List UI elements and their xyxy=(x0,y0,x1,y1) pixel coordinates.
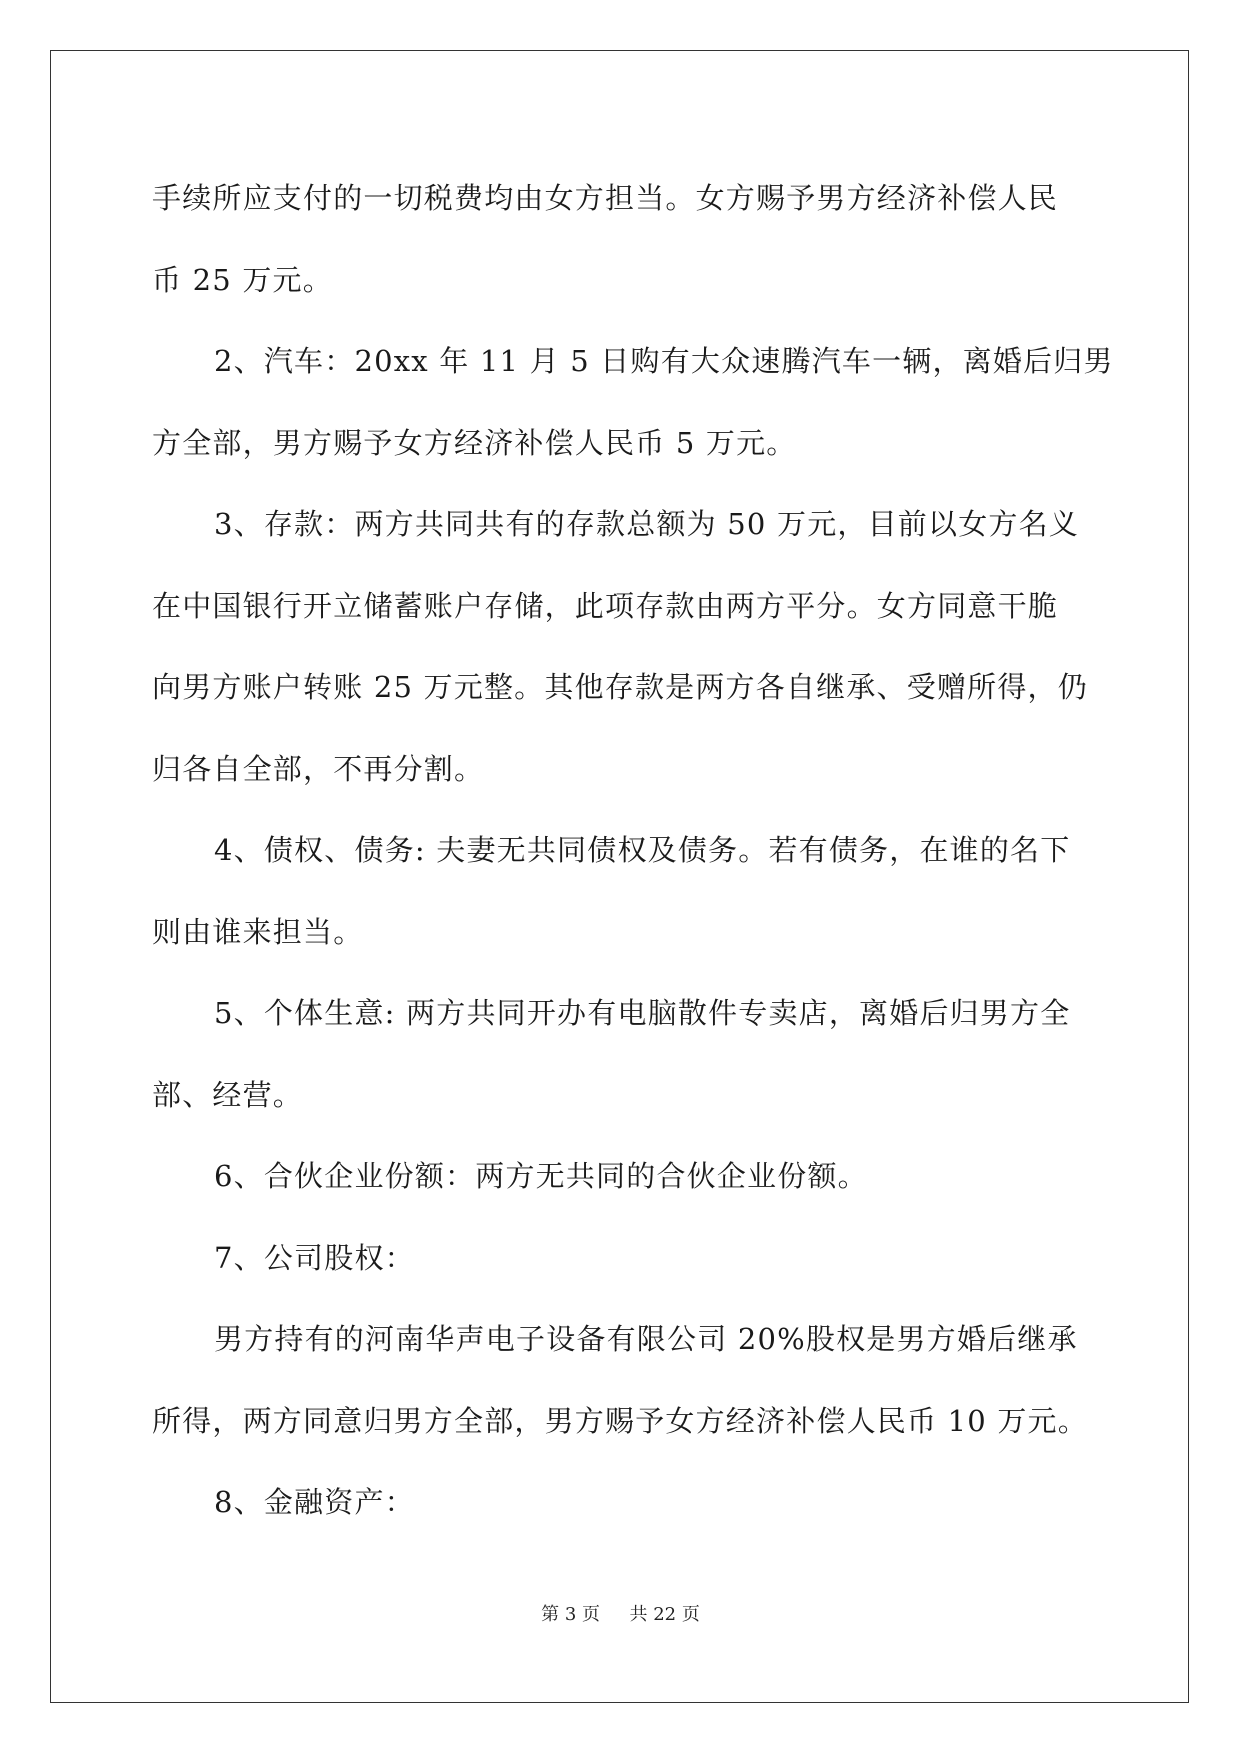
text-line: 方全部，男方赐予女方经济补偿人民币 5 万元。 xyxy=(152,425,797,460)
text-line: 部、经营。 xyxy=(152,1077,304,1112)
text-line: 3、存款：两方共同共有的存款总额为 50 万元，目前以女方名义 xyxy=(214,507,1079,541)
text-line: 4、债权、债务: 夫妻无共同债权及债务。若有债务，在谁的名下 xyxy=(214,833,1071,867)
text-line: 手续所应支付的一切税费均由女方担当。女方赐予男方经济补偿人民 xyxy=(152,181,1059,215)
text-line: 男方持有的河南华声电子设备有限公司 20%股权是男方婚后继承 xyxy=(214,1322,1078,1356)
page-total: 共 22 页 xyxy=(629,1604,700,1625)
text-line: 6、合伙企业份额：两方无共同的合伙企业份额。 xyxy=(214,1159,868,1193)
text-line: 5、个体生意: 两方共同开办有电脑散件专卖店，离婚后归男方全 xyxy=(214,996,1071,1030)
text-line: 所得，两方同意归男方全部，男方赐予女方经济补偿人民币 10 万元。 xyxy=(152,1403,1088,1438)
document-body xyxy=(152,158,1114,1544)
text-line: 2、汽车：20xx 年 11 月 5 日购有大众速腾汽车一辆，离婚后归男 xyxy=(214,344,1114,378)
page-footer xyxy=(0,1600,1241,1626)
text-line: 币 25 万元。 xyxy=(152,262,333,297)
text-line: 向男方账户转账 25 万元整。其他存款是两方各自继承、受赠所得，仍 xyxy=(152,670,1088,704)
text-line: 7、公司股权： xyxy=(214,1240,415,1275)
text-line: 归各自全部，不再分割。 xyxy=(152,751,485,786)
page-number: 第 3 页 xyxy=(541,1604,601,1625)
text-line: 8、金融资产： xyxy=(214,1485,415,1519)
text-line: 则由谁来担当。 xyxy=(152,914,364,949)
text-line: 在中国银行开立储蓄账户存储，此项存款由两方平分。女方同意干脆 xyxy=(152,588,1059,623)
